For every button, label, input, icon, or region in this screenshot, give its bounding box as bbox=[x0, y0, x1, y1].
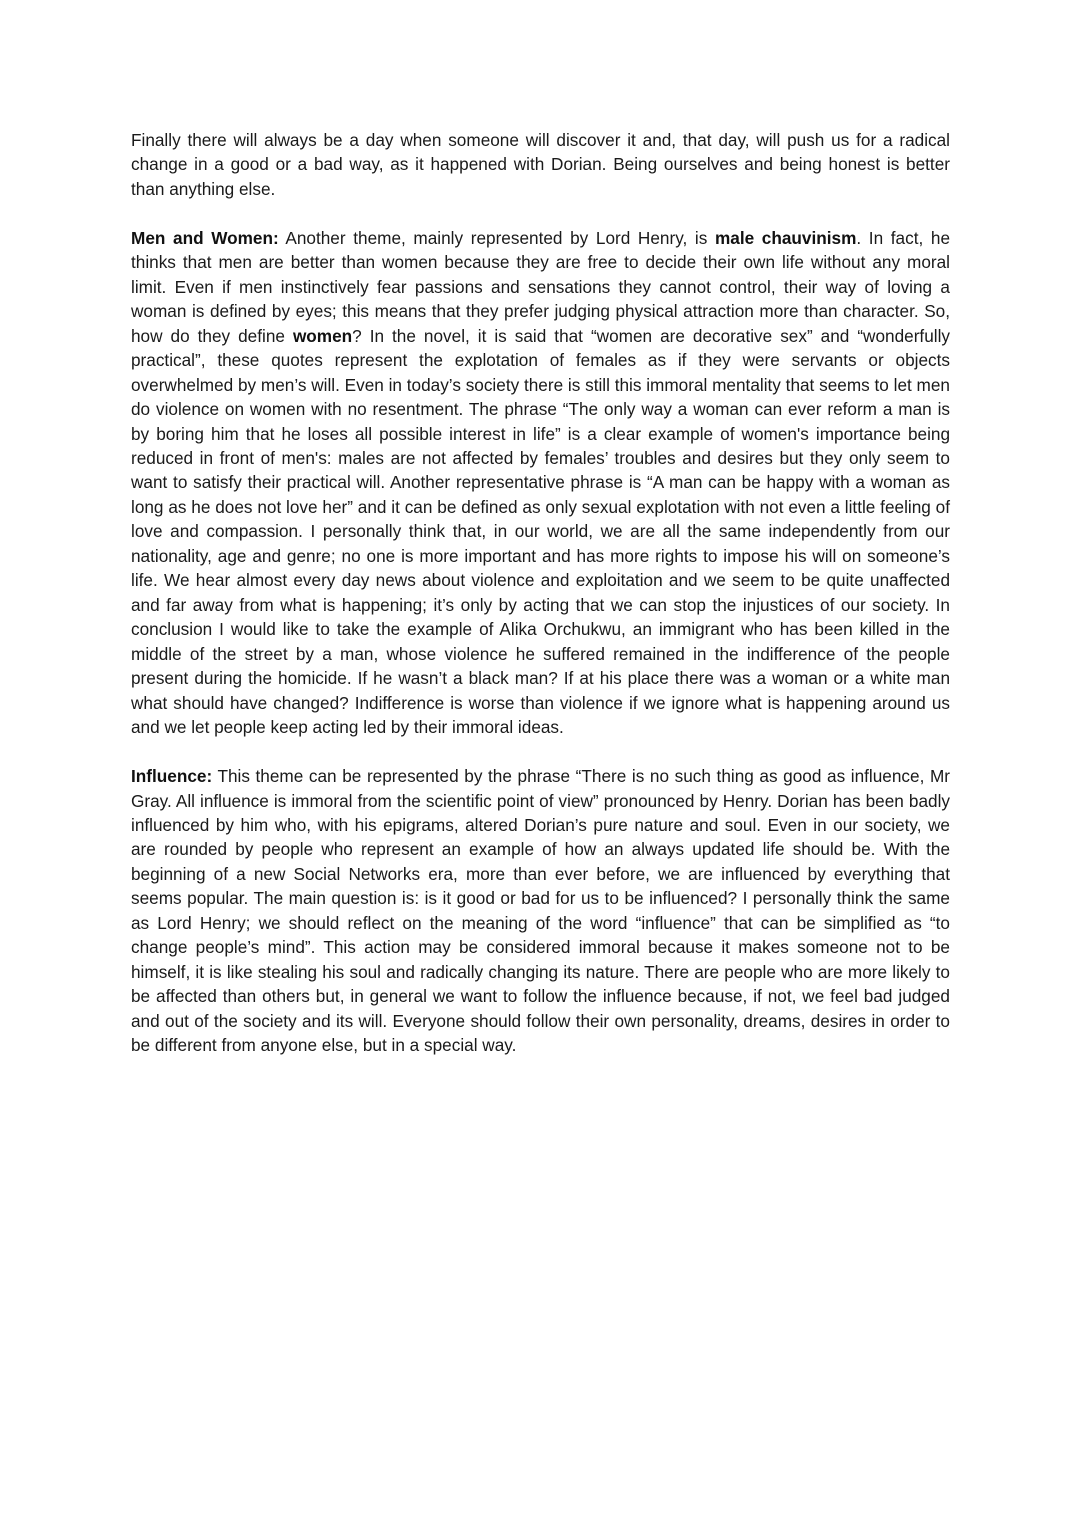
influence-paragraph bbox=[131, 764, 950, 1057]
men-women-text-2: . In fact, he thinks that men are better than women because they are free to decide their own life without any moral limit. Even if men instinctively fear passions and sensations they cannot control, their way of loving a woman is defined by eyes; this means that they prefer judging physical attraction more than character. So, how do they define bbox=[131, 227, 951, 346]
influence-heading: Influence: bbox=[131, 766, 213, 787]
intro-text: Finally there will always be a day when someone will discover it and, that day, will push us for a radical change in a good or a bad way, as it happened with Dorian. Being ourselves and being honest is better than anything else. bbox=[131, 130, 950, 199]
men-women-text-1: Another theme, mainly represented by Lord Henry, is bbox=[278, 227, 715, 248]
male-chauvinism-term: male chauvinism bbox=[714, 227, 857, 248]
men-women-paragraph bbox=[131, 226, 950, 740]
influence-text: This theme can be represented by the phrase “There is no such thing as good as influence, Mr Gray. All influence is immoral from the scientific point of view” pronounced by Henry. Dorian has been badly influenced by him who, with his epigrams, altered Dorian’s pure nature and soul. Even in our society, we are rounded by people who represent an example of how an always updated life should be. With the beginning of a new Social Networks era, more than ever before, we are influenced by everything that seems popular. The main question is: is it good or bad for us to be influenced? I personally think the same as Lord Henry; we should reflect on the meaning of the word “influence” that can be simplified as “to change people’s mind”. This action may be considered immoral because it makes someone not to be himself, it is like stealing his soul and radically changing its nature. There are people who are more likely to be affected than others but, in general we want to follow the influence because, if not, we feel bad judged and out of the society and its will. Everyone should follow their own personality, dreams, desires in order to be different from anyone else, but in a special way. bbox=[131, 766, 950, 1056]
intro-paragraph bbox=[131, 128, 950, 201]
men-women-text-3: ? In the novel, it is said that “women are decorative sex” and “wonderfully practical”, these quotes represent the explotation of females as if they were servants or objects overwhelmed by men’s will. Even in today’s society there is still this immoral mentality that seems to let men do violence on women with no resentment. The phrase “The only way a woman can ever reform a man is by boring him that he loses all possible interest in life” is a clear example of women's importance being reduced in front of men's: males are not affected by females’ troubles and desires but they only seem to want to satisfy their practical will. Another representative phrase is “A man can be happy with a woman as long as he does not love her” and it can be defined as only sexual explotation with not even a little feeling of love and compassion. I personally think that, in our world, we are all the same independently from our nationality, age and genre; no one is more important and has more rights to impose his will on someone’s life. We hear almost every day news about violence and exploitation and we seem to be quite unaffected and far away from what is happening; it’s only by acting that we can stop the injustices of our society. In conclusion I would like to take the example of Alika Orchukwu, an immigrant who has been killed in the middle of the street by a man, whose violence he suffered remained in the indifference of the people present during the homicide. If he wasn’t a black man? If at his place there was a woman or a white man what should have changed? Indifference is worse than violence if we ignore what is happening around us and we let people keep acting led by their immoral ideas. bbox=[131, 325, 950, 738]
women-term: women bbox=[292, 325, 353, 346]
men-women-heading: Men and Women: bbox=[131, 227, 279, 248]
